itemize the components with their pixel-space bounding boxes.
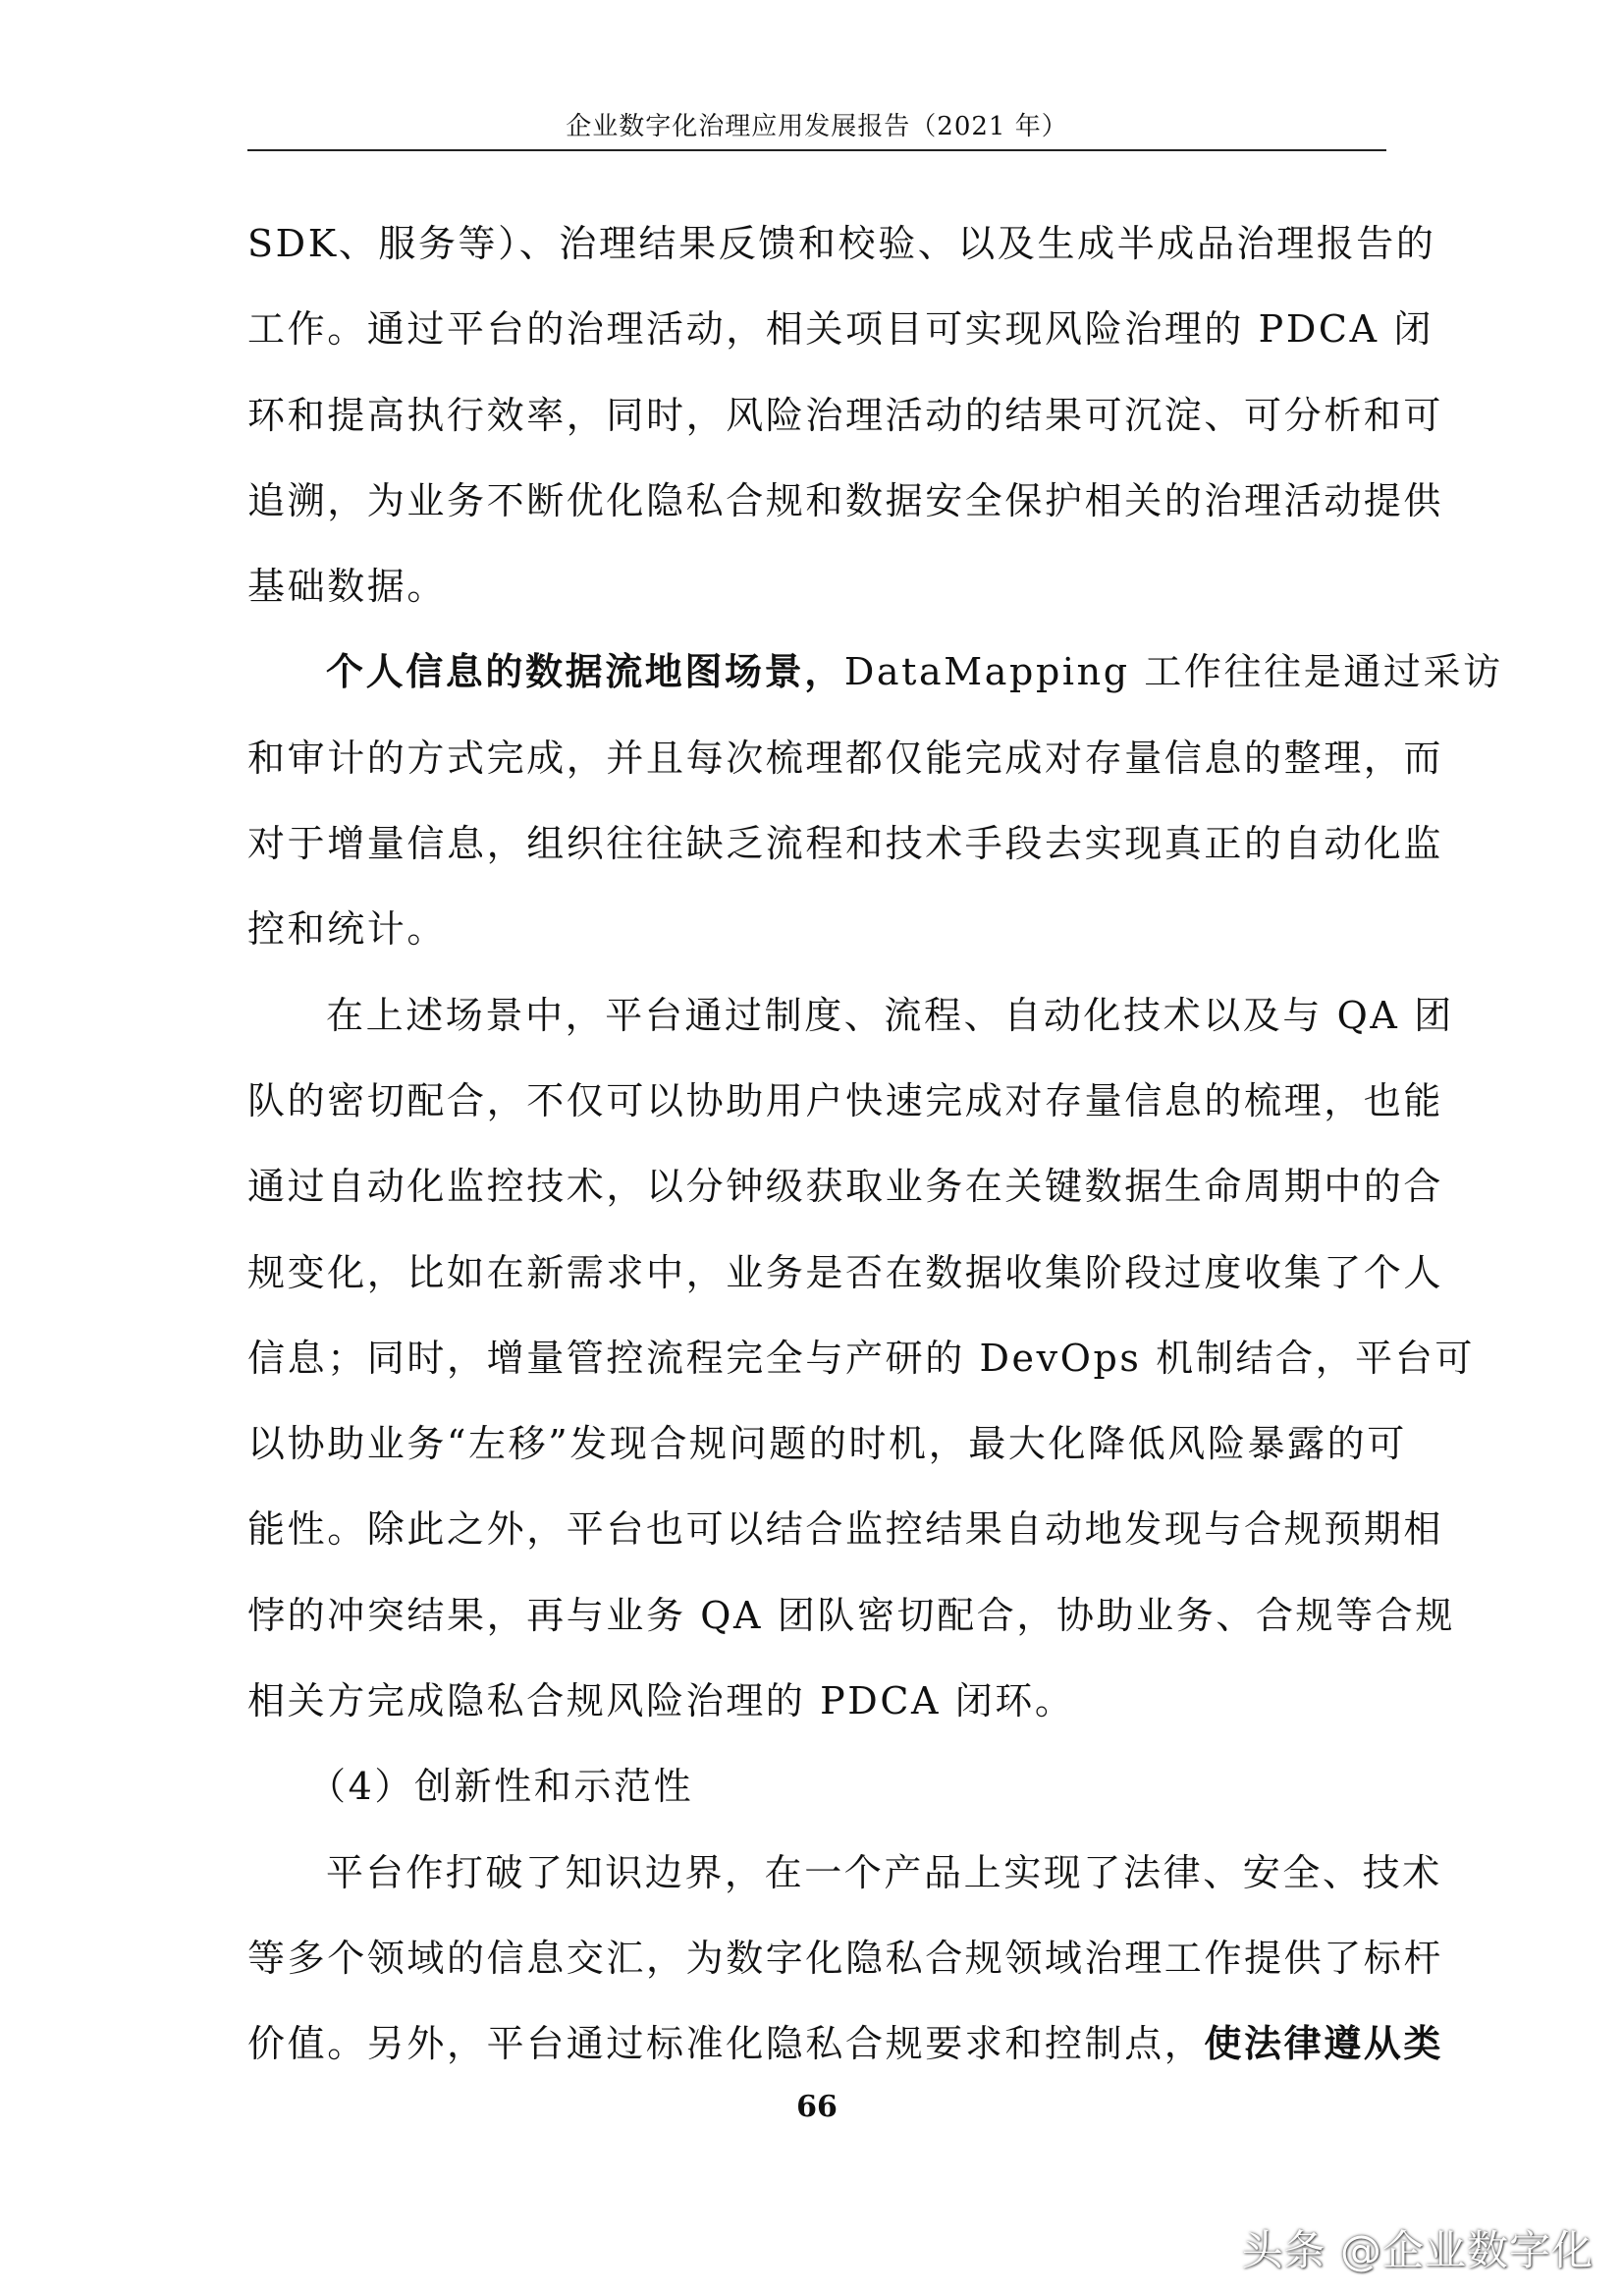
watermark: 头条 @企业数字化 <box>1241 2226 1594 2274</box>
header-rule <box>247 149 1386 151</box>
body-text <box>247 214 1503 2101</box>
running-header: 企业数字化治理应用发展报告（2021 年） <box>566 112 1068 141</box>
text-line: 对于增量信息，组织往往缺乏流程和技术手段去实现真正的自动化监 <box>247 822 1444 866</box>
text-line: 在上述场景中，平台通过制度、流程、自动化技术以及与 QA 团 <box>326 993 1454 1037</box>
text-line: 等多个领域的信息交汇，为数字化隐私合规领域治理工作提供了标杆 <box>247 1936 1444 1980</box>
text-line: SDK、服务等）、治理结果反馈和校验、以及生成半成品治理报告的 <box>247 222 1436 265</box>
text-line: 平台作打破了知识边界，在一个产品上实现了法律、安全、技术 <box>326 1850 1442 1894</box>
text-line: 和审计的方式完成，并且每次梳理都仅能完成对存量信息的整理，而 <box>247 736 1444 780</box>
text-line: 环和提高执行效率，同时，风险治理活动的结果可沉淀、可分析和可 <box>247 393 1444 437</box>
text-line: 能性。除此之外，平台也可以结合监控结果自动地发现与合规预期相 <box>247 1507 1444 1552</box>
page-number: 66 <box>796 2090 838 2124</box>
text-line: 规变化，比如在新需求中，业务是否在数据收集阶段过度收集了个人 <box>247 1250 1444 1294</box>
text-run: DataMapping 工作往往是通过采访 <box>843 650 1503 694</box>
text-line <box>247 2014 1444 2100</box>
text-line: 队的密切配合，不仅可以协助用户快速完成对存量信息的梳理，也能 <box>247 1078 1444 1122</box>
text-line: 通过自动化监控技术，以分钟级获取业务在关键数据生命周期中的合 <box>247 1165 1444 1209</box>
text-line: 基础数据。 <box>247 565 448 609</box>
section-heading: （4）创新性和示范性 <box>308 1765 694 1809</box>
text-line: 追溯，为业务不断优化隐私合规和数据安全保护相关的治理活动提供 <box>247 478 1444 522</box>
text-line: 悖的冲突结果，再与业务 QA 团队密切配合，协助业务、合规等合规 <box>247 1593 1455 1637</box>
text-line: 以协助业务“左移”发现合规问题的时机，最大化降低风险暴露的可 <box>247 1422 1407 1466</box>
text-line: 相关方完成隐私合规风险治理的 PDCA 闭环。 <box>247 1679 1075 1723</box>
text-line <box>247 642 1503 728</box>
text-line: 工作。通过平台的治理活动，相关项目可实现风险治理的 PDCA 闭 <box>247 307 1434 352</box>
text-line: 信息；同时，增量管控流程完全与产研的 DevOps 机制结合，平台可 <box>247 1336 1475 1380</box>
scenario-heading: 个人信息的数据流地图场景， <box>326 649 844 694</box>
bold-run: 使法律遵从类 <box>1204 2021 1444 2066</box>
text-run: 价值。另外，平台通过标准化隐私合规要求和控制点， <box>247 2022 1205 2066</box>
text-line: 控和统计。 <box>247 907 448 952</box>
